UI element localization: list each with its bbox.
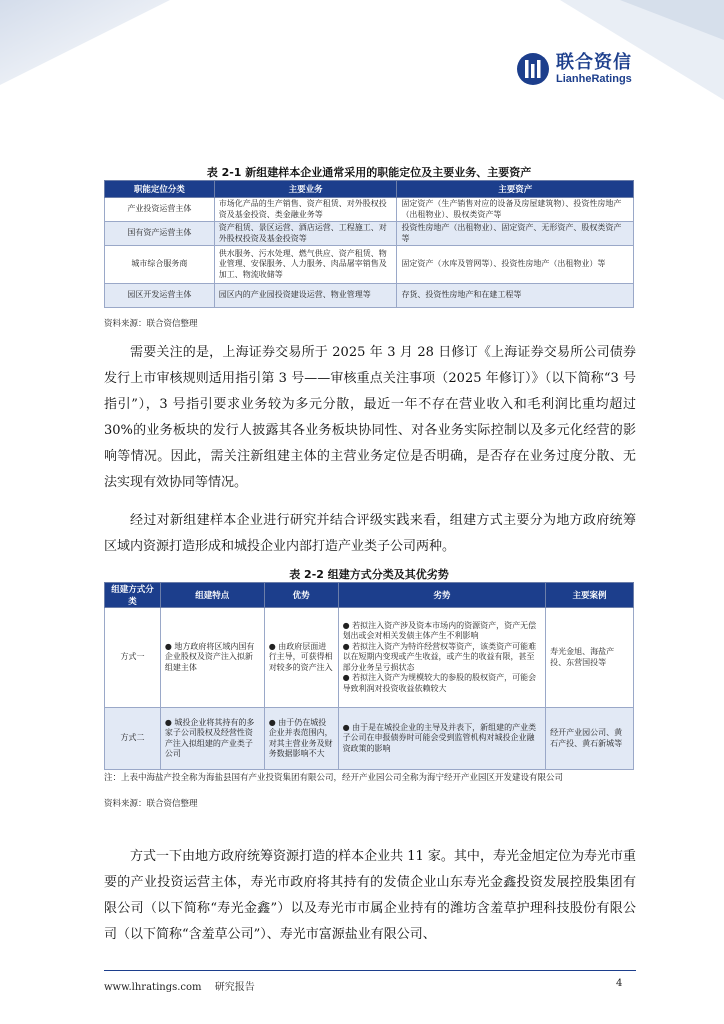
table1-source: 资料来源：联合资信整理 <box>104 319 198 329</box>
table2-cell-type: 方式二 <box>105 708 161 770</box>
table2-header: 组建方式分类 <box>105 583 161 608</box>
table2-header: 主要案例 <box>546 583 634 608</box>
table2-header: 劣势 <box>338 583 546 608</box>
table2-header: 优势 <box>264 583 338 608</box>
lianhe-logo-icon <box>516 52 550 86</box>
disadvantage-item: ● 由于是在城投企业的主导及并表下，新组建的产业类子公司在申报债券时可能会受到监管机构对城投企业融资政策的影响 <box>342 722 537 753</box>
paragraph-2: 经过对新组建样本企业进行研究并结合评级实践来看，组建方式主要分为地方政府统筹区域内资源打造形成和城投企业内部打造产业类子公司两种。 <box>104 513 636 554</box>
table1-cell: 市场化产品的生产销售、资产租赁、对外股权投资及基金投资、类金融业务等 <box>214 198 397 222</box>
brand-logo <box>516 52 632 86</box>
disadvantage-item: ● 若拟注入资产为特许经营权等资产，该类资产可能难以在短期内变现或产生收益，或产生的收益有限，甚至部分业务呈亏损状态 <box>342 641 537 672</box>
table1-cell: 产业投资运营主体 <box>105 198 215 222</box>
table1-cell: 园区开发运营主体 <box>105 284 215 308</box>
brand-name-cn: 联合资信 <box>556 51 632 73</box>
table1-cell: 投资性房地产（出租物业）、固定资产、无形资产、股权类资产等 <box>397 222 634 246</box>
table2-header: 组建特点 <box>160 583 264 608</box>
table2-cell-feature: ● 地方政府将区域内国有企业股权及资产注入拟新组建主体 <box>160 608 264 708</box>
table2-cell-cases: 经开产业园公司、黄石产投、黄石新城等 <box>546 708 634 770</box>
table2-cell-disadvantage <box>338 708 546 770</box>
footer-website[interactable]: www.lhratings.com <box>104 982 202 993</box>
paragraph-3: 方式一下由地方政府统筹资源打造的样本企业共 11 家。其中，寿光金旭定位为寿光市重要的产业投资运营主体，寿光市政府将其持有的发债企业山东寿光金鑫投资发展控股集团有限公司（以下简称“寿光金鑫”）以及寿光市市属企业持有的潍坊含羞草护理科技股份有限公司（以下简称“含羞草公司”）、寿光市富源盐业有限公司、 <box>104 849 636 942</box>
table1 <box>104 180 634 308</box>
page-number: 4 <box>616 978 623 989</box>
paragraph-1: 需要关注的是，上海证券交易所于 2025 年 3 月 28 日修订《上海证券交易所公司债券发行上市审核规则适用指引第 3 号——审核重点关注事项（2025 年修订）》（以下简称“3 号指引”），3 号指引要求业务较为多元分散，最近一年不存在营业收入和毛利润比重均超过 30%的业务板块的发行人披露其各业务板块协同性、对各业务实际控制以及多元化经营的影响等情况。因此，需关注新组建主体的主营业务定位是否明确，是否存在业务过度分散、无法实现有效协同等情况。 <box>104 345 636 490</box>
table1-cell: 固定资产（生产销售对应的设备及房屋建筑物）、投资性房地产（出租物业）、股权类资产等 <box>397 198 634 222</box>
table2-source: 资料来源：联合资信整理 <box>104 799 198 809</box>
table1-cell: 存货、投资性房地产和在建工程等 <box>397 284 634 308</box>
table1-cell: 城市综合服务商 <box>105 246 215 284</box>
table2-cell-disadvantage <box>338 608 546 708</box>
disadvantage-item: ● 若拟注入资产涉及资本市场内的资源资产，资产无偿划出或会对相关发债主体产生不利影响 <box>342 620 537 641</box>
footer-info <box>104 978 255 993</box>
table2-cell-advantage: ● 由于仍在城投企业并表范围内，对其主营业务及财务数据影响不大 <box>264 708 338 770</box>
table1-header: 主要业务 <box>214 181 397 198</box>
table1-cell: 固定资产（水库及管网等）、投资性房地产（出租物业）等 <box>397 246 634 284</box>
table1-cell: 供水服务、污水处理、燃气供应、资产租赁、物业管理、安保服务、人力服务、肉品屠宰销售及加工、物流收储等 <box>214 246 397 284</box>
table2-cell-advantage: ● 由政府层面进行主导，可获得相对较多的资产注入 <box>264 608 338 708</box>
table1-header: 职能定位分类 <box>105 181 215 198</box>
table2-cell-type: 方式一 <box>105 608 161 708</box>
table1-caption: 表 2-1 新组建样本企业通常采用的职能定位及主要业务、主要资产 <box>206 166 532 179</box>
table1-cell: 园区内的产业园投资建设运营、物业管理等 <box>214 284 397 308</box>
brand-name-en: LianheRatings <box>556 72 632 85</box>
table2-caption: 表 2-2 组建方式分类及其优劣势 <box>289 568 449 581</box>
table1-cell: 国有资产运营主体 <box>105 222 215 246</box>
table2-cell-cases: 寿光金旭、海盐产投、东营国投等 <box>546 608 634 708</box>
table1-header: 主要资产 <box>397 181 634 198</box>
disadvantage-item: ● 若拟注入资产为规模较大的参股的股权资产，可能会导致利润对投资收益依赖较大 <box>342 673 537 693</box>
table2-cell-feature: ● 城投企业将其持有的多家子公司股权及经营性资产注入拟组建的产业类子公司 <box>160 708 264 770</box>
footer-label: 研究报告 <box>214 982 255 993</box>
table2 <box>104 582 634 770</box>
table2-note: 注：上表中海盐产投全称为海盐县国有产业投资集团有限公司，经开产业园公司全称为海宁经开产业园区开发建设有限公司 <box>104 773 564 783</box>
footer-divider <box>104 970 636 971</box>
table1-cell: 资产租赁、景区运营、酒店运营、工程施工、对外股权投资及基金投资等 <box>214 222 397 246</box>
